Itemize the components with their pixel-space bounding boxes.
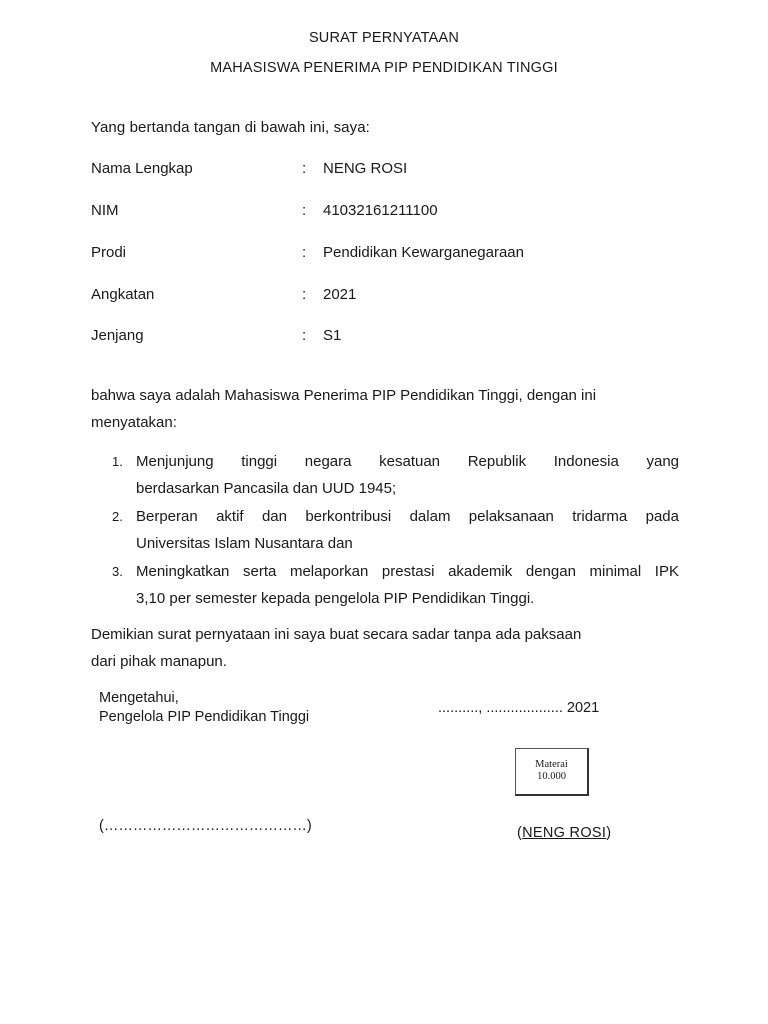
list-number: 2.: [112, 509, 123, 524]
stamp-label: Materai: [535, 759, 568, 770]
document-title: SURAT PERNYATAAN: [308, 30, 460, 46]
field-colon: :: [302, 160, 307, 177]
place-date-line: .........., ................... 2021: [438, 700, 600, 716]
list-line: berdasarkan Pancasila dan UUD 1945;: [136, 480, 397, 497]
closing-line: Demikian surat pernyataan ini saya buat secara sadar tanpa ada paksaan: [91, 626, 582, 643]
intro-text: Yang bertanda tangan di bawah ini, saya:: [91, 119, 370, 136]
field-label: Angkatan: [91, 286, 155, 303]
field-colon: :: [302, 244, 307, 261]
field-colon: :: [302, 202, 307, 219]
statement-list: [91, 448, 679, 613]
field-label: NIM: [91, 202, 119, 219]
acknowledger-signature-placeholder: (……………………………………): [99, 818, 312, 834]
statement-line: bahwa saya adalah Mahasiswa Penerima PIP Pendidikan Tinggi, dengan ini: [91, 387, 597, 404]
closing-paragraph: [91, 621, 681, 675]
list-number: 3.: [112, 564, 123, 579]
field-colon: :: [302, 286, 307, 303]
document-subtitle: MAHASISWA PENERIMA PIP PENDIDIKAN TINGGI: [210, 60, 558, 76]
field-value: S1: [323, 327, 342, 344]
materai-stamp: [515, 748, 589, 796]
field-colon: :: [302, 327, 307, 344]
paren-open: (: [517, 825, 523, 841]
closing-line: dari pihak manapun.: [91, 653, 227, 670]
field-value: 2021: [323, 286, 357, 303]
list-item: [91, 503, 679, 557]
signer-name-underlined: NENG ROSI: [522, 825, 607, 841]
list-item: [91, 448, 679, 502]
field-value: NENG ROSI: [323, 160, 408, 177]
statement-paragraph: [91, 382, 681, 436]
field-label: Jenjang: [91, 327, 144, 344]
list-line: Universitas Islam Nusantara dan: [136, 535, 353, 552]
list-line: 3,10 per semester kepada pengelola PIP Pendidikan Tinggi.: [136, 590, 535, 607]
list-item: [91, 558, 679, 612]
signer-name: [517, 825, 611, 841]
field-label: Prodi: [91, 244, 127, 261]
acknowledger-block: [99, 689, 309, 727]
list-line: Meningkatkan serta melaporkan prestasi akademik dengan minimal IPK: [136, 563, 679, 580]
statement-line: menyatakan:: [91, 414, 177, 431]
list-number: 1.: [112, 454, 123, 469]
paren-close: ): [606, 825, 612, 841]
field-label: Nama Lengkap: [91, 160, 193, 177]
acknowledger-title: Pengelola PIP Pendidikan Tinggi: [99, 709, 310, 725]
list-line: Menjunjung tinggi negara kesatuan Republik Indonesia yang: [136, 453, 679, 470]
list-line: Berperan aktif dan berkontribusi dalam pelaksanaan tridarma pada: [136, 508, 679, 525]
field-value: 41032161211100: [323, 202, 438, 219]
acknowledger-label: Mengetahui,: [99, 690, 179, 706]
field-value: Pendidikan Kewarganegaraan: [323, 244, 524, 261]
stamp-value: 10.000: [537, 771, 566, 782]
